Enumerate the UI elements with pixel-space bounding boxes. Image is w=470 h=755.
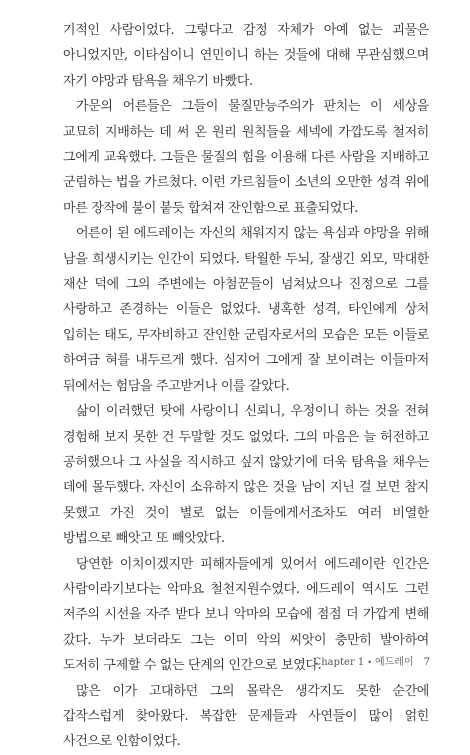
footer-chapter: Chapter 1 <box>313 657 365 668</box>
footer-title: 에드레이 <box>374 657 414 668</box>
footer-separator: • <box>367 658 372 667</box>
paragraph-6: 많은 이가 고대하던 그의 몰락은 생각지도 못한 순간에 갑작스럽게 찾아왔다. 복잡한 문제들과 사연들이 많이 얽힌 사건으로 인함이었다. <box>63 683 429 750</box>
page-number: 7 <box>423 657 430 668</box>
paragraph-1: 기적인 사람이었다. 그렇다고 감정 자체가 아예 없는 괴물은 아니었지만, 이타심이니 연민이니 하는 것들에 대해 무관심했으며 자기 야망과 탐욕을 채우기 바빴다. <box>63 23 429 89</box>
paragraph-2: 가문의 어른들은 그들이 물질만능주의가 판치는 이 세상을 교묘히 지배하는 데 써 온 원리 원칙들을 세넥에 가깝도록 철저히 그에게 교육했다. 그들은 물질의 힘을 이용해 다른 사람을 지배하고 군림하는 법을 가르쳤다. 이런 가르침들이 소년의 오만한 성격 위에 마른 장작에 불이 붙듯 합쳐져 잔인함으로 표출되었다. <box>63 99 429 216</box>
body-text <box>63 18 429 755</box>
paragraph-4: 삶이 이러했던 탓에 사랑이니 신뢰니, 우정이니 하는 것을 전혀 경험해 보지 못한 건 두말할 것도 없었다. 그의 마음은 늘 허전하고 공허했으나 그 사실을 직시하고 싶지 않았기에 더욱 탐욕을 채우는 데에 몰두했다. 자신이 소유하지 않은 것을 남이 지닌 걸 보면 참지 못했고 가진 것이 별로 없는 이들에게서조차도 여러 비열한 방법으로 빼앗고 또 빼앗았다. <box>63 404 429 547</box>
page-footer <box>314 653 430 668</box>
paragraph-5: 당연한 이치이겠지만 피해자들에게 있어서 에드레이란 인간은 사람이라기보다는 악마요 철천지원수였다. 에드레이 역시도 그런 저주의 시선을 자주 받다 보니 악마의 모습에 점점 더 가깝게 변해 갔다. 누가 보더라도 그는 이미 악의 씨앗이 충만히 발아하여 도저히 구제할 수 없는 단계의 인간으로 보였다. <box>63 556 429 674</box>
paragraph-3: 어른이 된 에드레이는 자신의 채워지지 않는 욕심과 야망을 위해 남을 희생시키는 인간이 되었다. 탁월한 두뇌, 잘생긴 외모, 막대한 재산 덕에 그의 주변에는 아첨꾼들이 넘쳐났으나 진정으로 그를 사랑하고 존경하는 이들은 없었다. 냉혹한 성격, 타인에게 상처 입히는 태도, 무자비하고 잔인한 군림자로서의 모습은 모든 이들로 하여금 혀를 내두르게 했다. 심지어 그에게 잘 보이려는 이들마저 뒤에서는 험담을 주고받거나 이를 갈았다. <box>63 226 429 394</box>
